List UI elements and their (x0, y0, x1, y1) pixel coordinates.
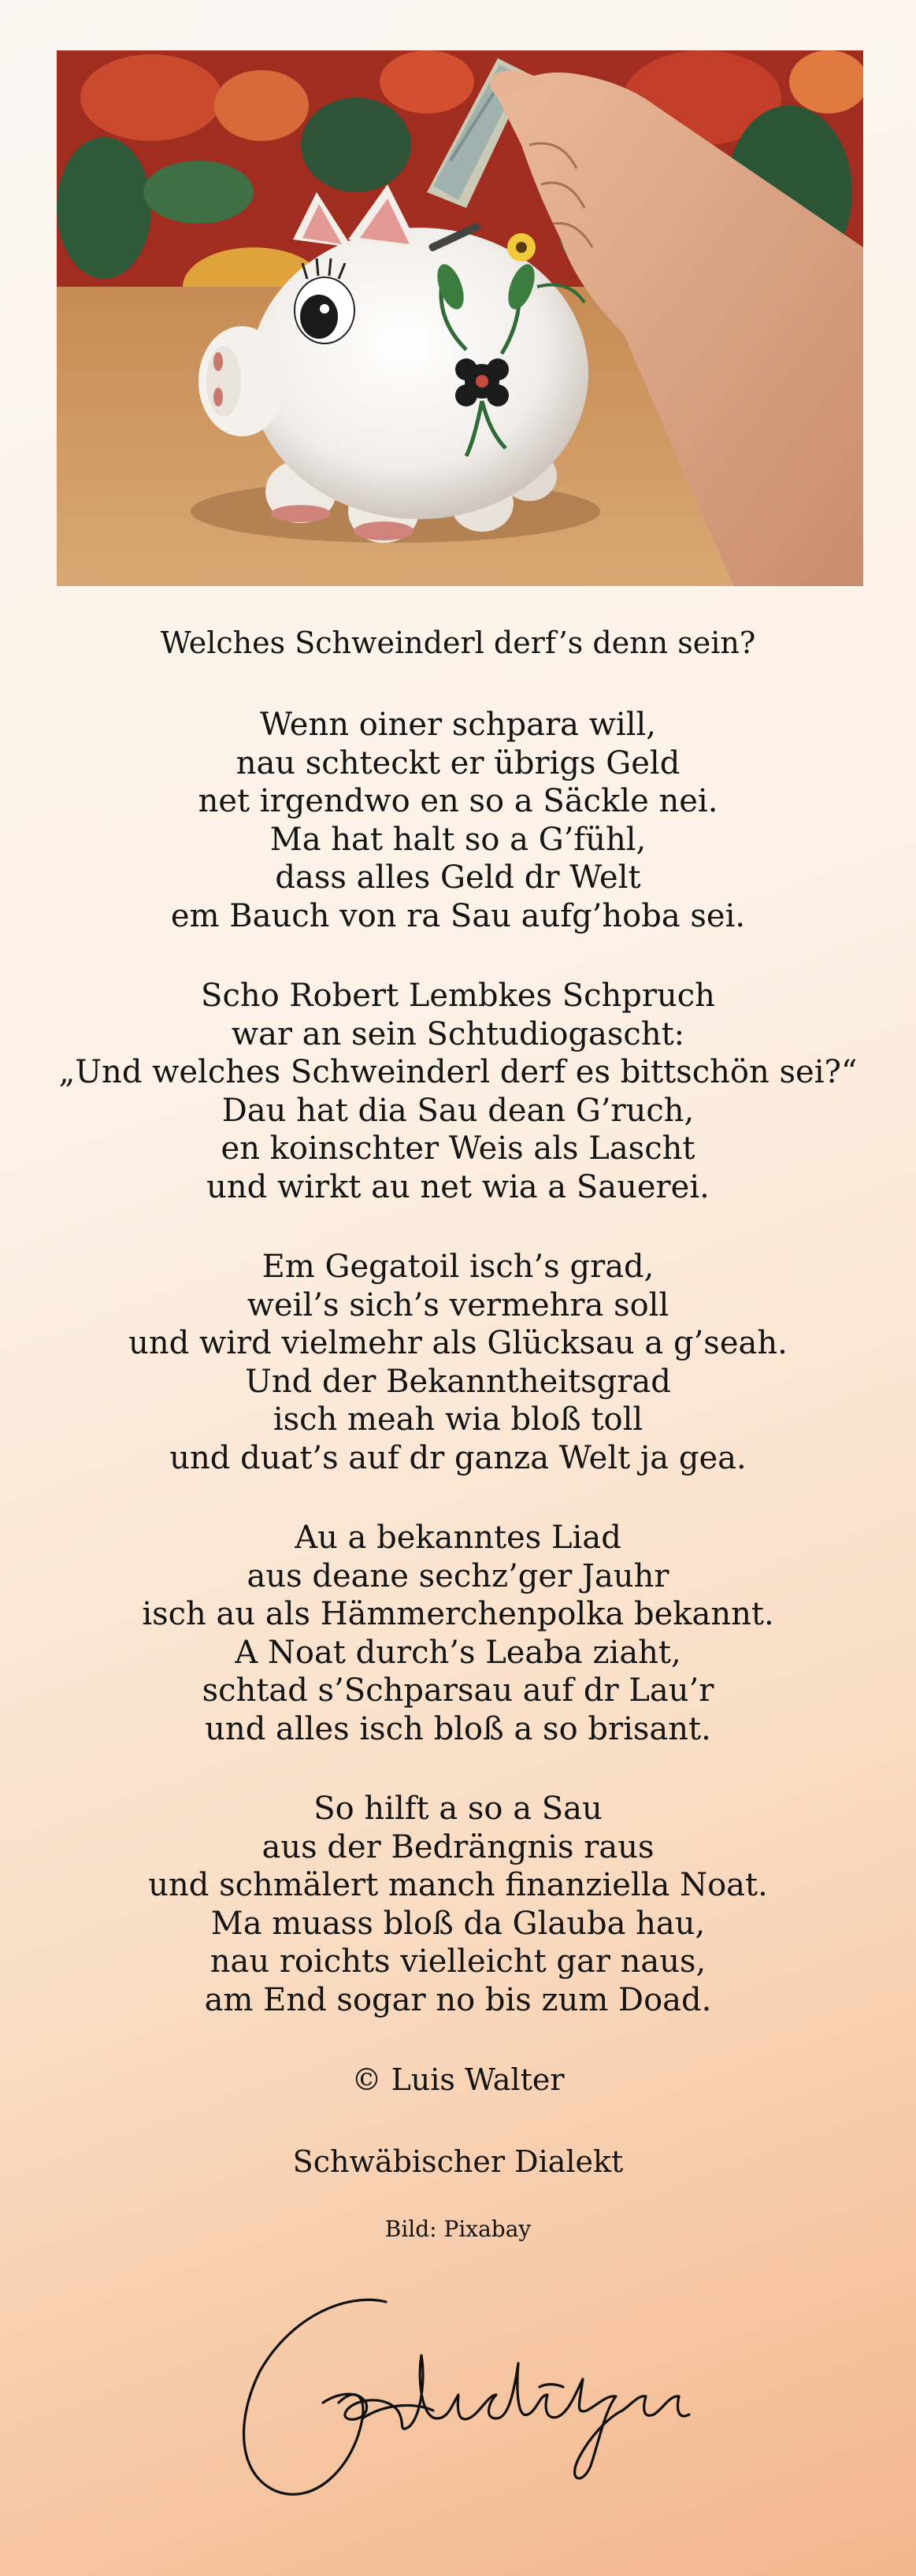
poem-line: A Noat durch’s Leaba ziaht, (235, 1634, 681, 1671)
poem-line: und duat’s auf dr ganza Welt ja gea. (169, 1439, 747, 1476)
poem-line: So hilft a so a Sau (313, 1791, 603, 1827)
poem-line: aus der Bedrängnis raus (261, 1828, 655, 1865)
poem-line: Ma muass bloß da Glauba hau, (210, 1905, 706, 1942)
dialect-label: Schwäbischer Dialekt (292, 2144, 624, 2179)
poem-title: Welches Schweinderl derf’s denn sein? (160, 625, 756, 660)
poem-line: Wenn oiner schpara will, (259, 707, 657, 743)
author-credit: © Luis Walter (351, 2062, 565, 2097)
poem-line: und alles isch bloß a so brisant. (205, 1710, 711, 1747)
poem-line: und wird vielmehr als Glücksau a g’seah. (128, 1325, 788, 1361)
poem-line: war an sein Schtudiogascht: (231, 1015, 685, 1052)
poem-line: Dau hat dia Sau dean G’ruch, (221, 1092, 695, 1129)
poem-line: Scho Robert Lembkes Schpruch (201, 978, 715, 1014)
poem-line: isch meah wia bloß toll (273, 1401, 643, 1438)
poem-line: Und der Bekanntheitsgrad (245, 1363, 671, 1400)
poem-line: nau roichts vielleicht gar naus, (210, 1943, 706, 1980)
stanza-1 (0, 706, 916, 935)
poem-line: „Und welches Schweinderl derf es bittschön sei?“ (58, 1054, 858, 1090)
poem-line: en koinschter Weis als Lascht (221, 1130, 695, 1167)
poem-line: schtad s’Schparsau auf dr Lau’r (202, 1672, 714, 1709)
poem-line: net irgendwo en so a Säckle nei. (198, 783, 718, 819)
image-credit: Bild: Pixabay (384, 2216, 532, 2242)
poem-line: und schmälert manch finanziella Noat. (148, 1867, 768, 1903)
poem-line: em Bauch von ra Sau aufg’hoba sei. (170, 897, 746, 934)
poem-line: weil’s sich’s vermehra soll (247, 1286, 669, 1323)
poem (0, 624, 916, 2244)
stanza-2 (0, 977, 916, 1206)
poem-line: Ma hat halt so a G’fühl, (269, 821, 647, 858)
stanza-5 (0, 1790, 916, 2019)
poem-line: isch au als Hämmerchenpolka bekannt. (142, 1596, 774, 1632)
poem-line: und wirkt au net wia a Sauerei. (206, 1168, 710, 1205)
poem-line: aus deane sechz’ger Jauhr (247, 1557, 669, 1594)
poem-line: nau schteckt er übrigs Geld (235, 744, 681, 781)
poem-line: Au a bekanntes Liad (295, 1520, 621, 1556)
stanza-3 (0, 1248, 916, 1477)
poem-line: Em Gegatoil isch’s grad, (261, 1249, 655, 1285)
piggy-bank-photo (57, 50, 863, 586)
poem-line: dass alles Geld dr Welt (275, 859, 641, 896)
gedichtezauber-signature-logo (228, 2285, 701, 2521)
poem-line: am End sogar no bis zum Doad. (204, 1981, 712, 2018)
stanza-4 (0, 1519, 916, 1748)
